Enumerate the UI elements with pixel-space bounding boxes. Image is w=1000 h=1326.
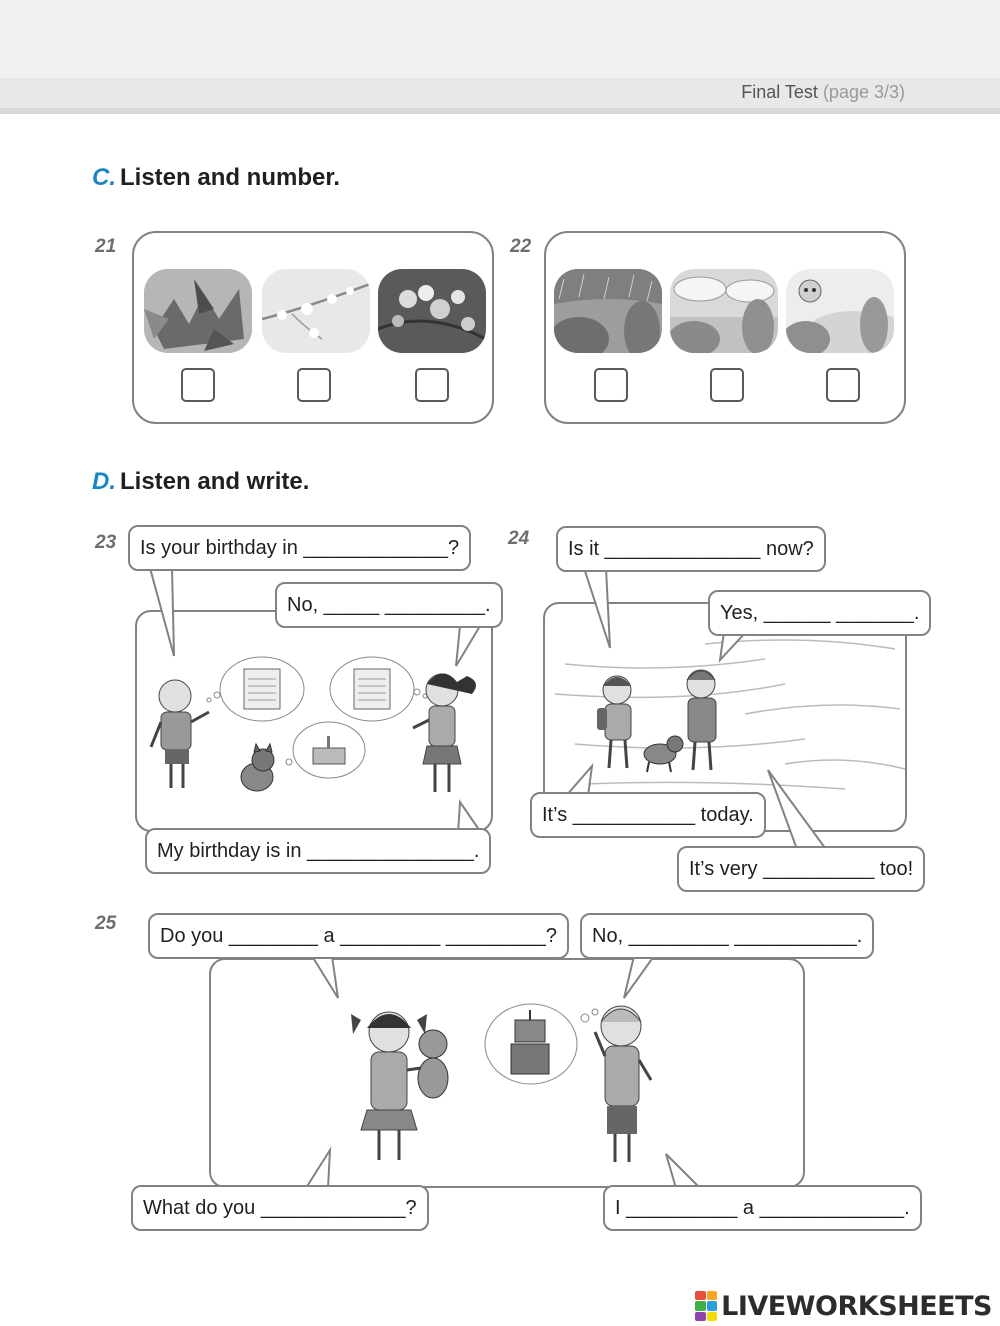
section-d-title [92,468,309,496]
bubble-tail-24-right [764,768,834,852]
question-25-scene [209,958,805,1188]
speech-bubble-24-top[interactable]: Is it ______________ now? [556,526,826,572]
answer-box-21b[interactable] [297,368,331,402]
rainy-weather-picture [554,269,662,353]
bubble-tail-24-reply [716,632,756,662]
bubble-tail-24-top [580,568,620,652]
answer-box-22c[interactable] [826,368,860,402]
header-title: Final Test [741,82,818,102]
section-c-heading: Listen and number. [120,164,341,191]
speech-bubble-23-reply[interactable]: No, _____ _________. [275,582,503,628]
sunny-weather-picture [786,269,894,353]
section-c-title [92,164,340,192]
bubble-tail-25-top-right [620,956,660,1000]
answer-box-21a[interactable] [181,368,215,402]
question-number-23: 23 [95,532,117,553]
speech-bubble-24-reply[interactable]: Yes, ______ _______. [708,590,931,636]
section-c-letter: C. [92,164,116,191]
question-23-scene [135,610,493,832]
header-page-number: (page 3/3) [822,82,905,102]
snowy-branch-photo [262,269,370,353]
answer-box-22a[interactable] [594,368,628,402]
liveworksheets-logo-icon [695,1291,717,1321]
page-header [741,82,905,103]
speech-bubble-25-top-right[interactable]: No, _________ ___________. [580,913,874,959]
question-number-24: 24 [508,528,530,549]
leaves-photo [144,269,252,353]
question-21-panel [132,231,494,424]
top-band [0,0,1000,78]
answer-box-21c[interactable] [415,368,449,402]
section-d-letter: D. [92,468,116,495]
speech-bubble-25-top-left[interactable]: Do you ________ a _________ _________? [148,913,569,959]
bubble-tail-23-reply [450,626,490,670]
speech-bubble-23-bottom[interactable]: My birthday is in _______________. [145,828,491,874]
answer-box-22b[interactable] [710,368,744,402]
question-number-25: 25 [95,913,117,934]
question-number-22: 22 [510,236,532,257]
question-22-panel [544,231,906,424]
speech-bubble-25-bottom-left[interactable]: What do you _____________? [131,1185,429,1231]
birthday-scene-illustration [137,612,495,834]
speech-bubble-25-bottom-right[interactable]: I __________ a _____________. [603,1185,922,1231]
bubble-tail-25-bottom-right [660,1152,710,1188]
blossom-photo [378,269,486,353]
speech-bubble-24-left[interactable]: It’s ___________ today. [530,792,766,838]
cloudy-weather-picture [670,269,778,353]
speech-bubble-23-top[interactable]: Is your birthday in _____________? [128,525,471,571]
bubble-tail-25-bottom-left [300,1148,340,1188]
section-d-heading: Listen and write. [120,468,310,495]
question-number-21: 21 [95,236,117,257]
header-divider [0,108,1000,114]
logo-text: LIVEWORKSHEETS [721,1290,992,1322]
bubble-tail-23-top [148,568,188,660]
bubble-tail-25-top-left [306,956,346,1000]
speech-bubble-24-right[interactable]: It’s very __________ too! [677,846,925,892]
liveworksheets-logo[interactable] [695,1288,992,1324]
